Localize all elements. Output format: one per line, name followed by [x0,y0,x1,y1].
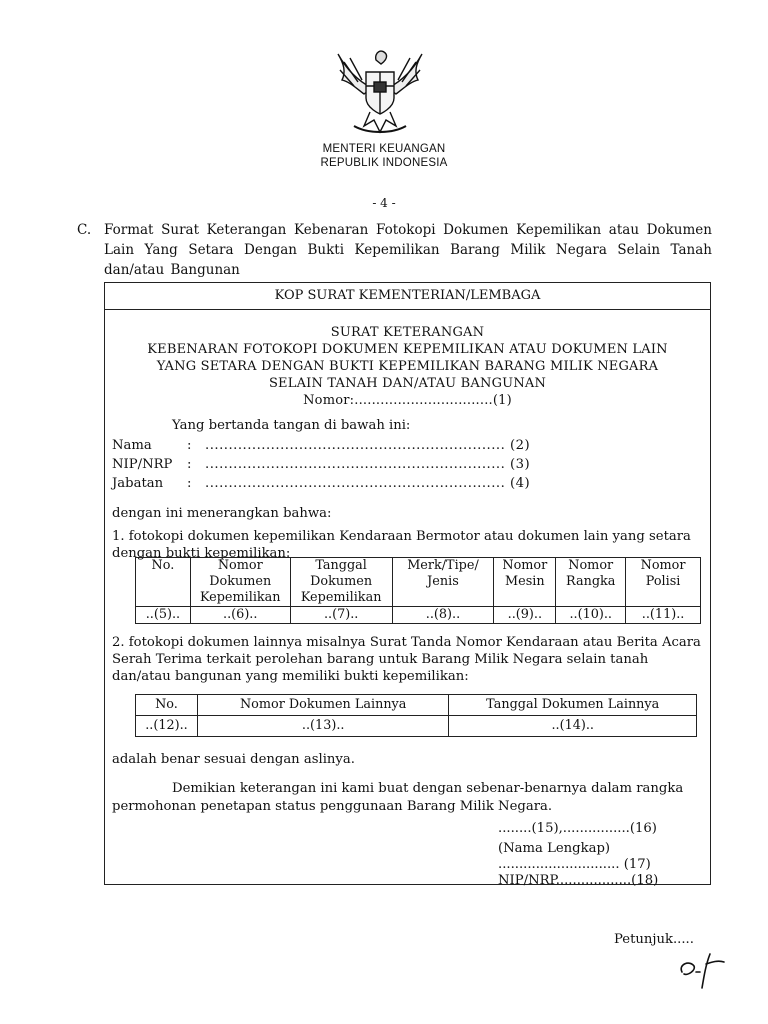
field-value-nama: ................................................................ (2) [205,438,531,453]
table-cell: ..(11).. [626,607,701,624]
section-letter: C. [77,222,92,238]
table-cell: ..(10).. [556,607,626,624]
table-row [136,716,697,737]
field-label-jabatan: Jabatan [112,476,164,491]
closing-paragraph: Demikian keterangan ini kami buat dengan sebenar-benarnya dalam rangka permohonan penetapan status penggunaan Barang Milik Negara. [112,781,684,814]
ministry-line-2: REPUBLIK INDONESIA [320,157,448,169]
table-cell: ..(9).. [494,607,556,624]
heading-line: SELAIN TANAH DAN/ATAU BANGUNAN [268,376,547,391]
item-2-text: 2. fotokopi dokumen lainnya misalnya Surat Tanda Nomor Kendaraan atau Berita Acara Serah Terima terkait perolehan barang untuk Barang Milik Negara selain tanah dan/atau bangunan yang memiliki bukti kepemilikan: [112,635,701,684]
field-label-nip: NIP/NRP [112,457,173,472]
intro-text: Yang bertanda tangan di bawah ini: [172,418,411,433]
field-value-nip: ................................................................ (3) [205,457,531,472]
heading-line: SURAT KETERANGAN [330,325,485,340]
signatory-name-label: (Nama Lengkap) [498,841,611,856]
validity-statement: adalah benar sesuai dengan aslinya. [112,752,355,767]
vehicle-document-table [135,557,701,624]
table-cell: ..(6).. [190,607,290,624]
table-header-cell: Nomor Dokumen Kepemilikan [190,558,290,607]
ministry-line-1: MENTERI KEUANGAN [322,143,446,155]
table-header-cell: Nomor Rangka [556,558,626,607]
page-number: - 4 - [372,196,396,210]
declaration-text: dengan ini menerangkan bahwa: [112,506,332,521]
field-colon: : [187,438,192,453]
garuda-emblem-icon [324,42,436,138]
table-header-cell: No. [136,558,191,607]
table-header-cell: Nomor Dokumen Lainnya [197,695,449,716]
place-date-line: ........(15),................(16) [498,821,657,836]
table-header-row [136,558,701,607]
table-cell: ..(5).. [136,607,191,624]
letterhead-placeholder: KOP SURAT KEMENTERIAN/LEMBAGA [104,282,711,310]
table-cell: ..(12).. [136,716,198,737]
table-cell: ..(14).. [449,716,697,737]
table-header-cell: Merk/Tipe/ Jenis [392,558,494,607]
table-cell: ..(7).. [290,607,392,624]
field-colon: : [187,476,192,491]
table-header-cell: Nomor Mesin [494,558,556,607]
table-row [136,607,701,624]
table-header-row [136,695,697,716]
field-colon: : [187,457,192,472]
table-header-cell: Tanggal Dokumen Lainnya [449,695,697,716]
heading-line: KEBENARAN FOTOKOPI DOKUMEN KEPEMILIKAN ATAU DOKUMEN LAIN [147,342,668,357]
table-header-cell: Nomor Polisi [626,558,701,607]
table-cell: ..(8).. [392,607,494,624]
table-header-cell: Tanggal Dokumen Kepemilikan [290,558,392,607]
heading-line: YANG SETARA DENGAN BUKTI KEPEMILIKAN BARANG MILIK NEGARA [156,359,659,374]
signatory-nip-line: NIP/NRP..................(18) [498,873,659,888]
signatory-name-line: ............................. (17) [498,857,651,872]
ministry-header [250,142,518,170]
handwritten-initials-icon [676,946,736,990]
continuation-marker: Petunjuk..... [614,932,694,947]
document-number: Nomor:................................(1) [303,393,512,408]
table-cell: ..(13).. [197,716,449,737]
other-document-table [135,694,697,737]
table-header-cell: No. [136,695,198,716]
section-title: Format Surat Keterangan Kebenaran Fotokopi Dokumen Kepemilikan atau Dokumen Lain Yang Setara Dengan Bukti Kepemilikan Barang Milik Negara Selain Tanah dan/atau Bangunan [104,222,712,278]
item-1-text: 1. fotokopi dokumen kepemilikan Kendaraan Bermotor atau dokumen lain yang setara dengan bukti kepemilikan: [112,529,691,561]
field-value-jabatan: ................................................................ (4) [205,476,531,491]
document-heading [104,324,711,409]
field-label-nama: Nama [112,438,152,453]
